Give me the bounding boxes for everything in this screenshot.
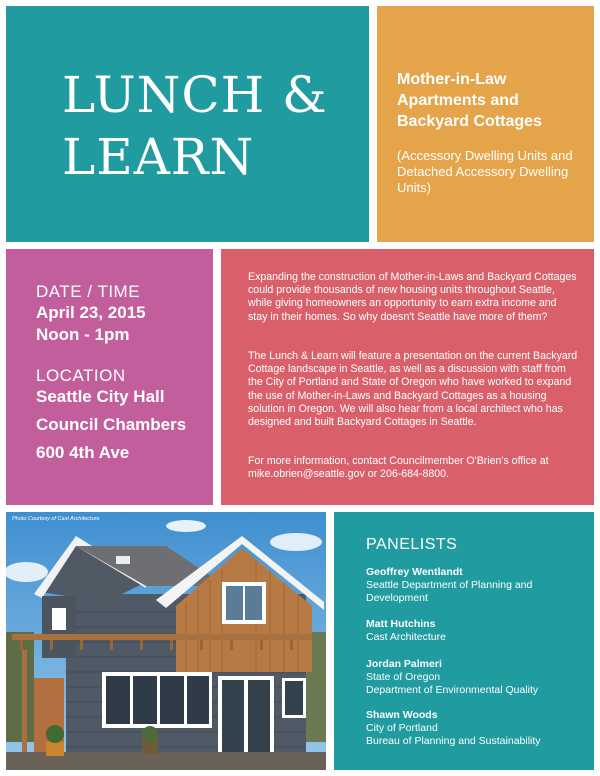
- description-paragraph-2: The Lunch & Learn will feature a presentation on the current Backyard Cottage landscape in Seattle, as well as a discussion with staff from the City of Portland and State of Oregon who have worked to expand the use of Mother-in-Laws and Backyard Cottages as a housing solution in Oregon. We will also hear from a local architect who has designed and built Backyard Cottages in Seattle.: [248, 350, 578, 429]
- location-line-1: Seattle City Hall: [36, 387, 165, 406]
- panelists-title: PANELISTS: [366, 536, 458, 553]
- panelist-org: Development: [366, 592, 428, 604]
- title-line-2: LEARN: [62, 128, 255, 186]
- location-line-3: 600 4th Ave: [36, 443, 130, 462]
- cloud: [6, 562, 48, 582]
- cloud: [270, 533, 322, 551]
- panelist-org: City of Portland: [366, 722, 438, 734]
- house-photo: [6, 512, 326, 770]
- lower-window-pane: [106, 676, 130, 724]
- panelist-org: Bureau of Planning and Sustainability: [366, 735, 541, 747]
- event-title: [62, 64, 362, 188]
- event-date: April 23, 2015: [36, 303, 146, 322]
- panelist-name: Jordan Palmeri: [366, 658, 442, 670]
- location-label: LOCATION: [36, 366, 126, 385]
- panelist-org: State of Oregon: [366, 671, 441, 683]
- panelist: [366, 658, 588, 697]
- panelist: [366, 618, 588, 644]
- pergola-beam: [12, 634, 312, 640]
- title-panel: [6, 6, 369, 242]
- cloud: [166, 520, 206, 532]
- upper-window-pane: [226, 586, 243, 620]
- panelist-name: Shawn Woods: [366, 709, 438, 721]
- side-window-pane: [285, 681, 303, 715]
- date-label: DATE / TIME: [36, 282, 141, 301]
- title-line-1: LUNCH &: [62, 66, 328, 124]
- lower-window-pane: [187, 676, 209, 724]
- panelist: [366, 709, 588, 748]
- subject-heading: Mother-in-Law Apartments and Backyard Cottages: [397, 71, 542, 130]
- panelists-panel: [334, 512, 594, 770]
- left-window: [52, 608, 66, 630]
- skylight: [116, 556, 130, 564]
- french-door: [222, 680, 244, 754]
- panelist-org: Seattle Department of Planning and: [366, 579, 533, 591]
- panelist-name: Geoffrey Wentlandt: [366, 566, 463, 578]
- photo-credit: Photo Courtesy of Cast Architecture: [12, 516, 100, 522]
- subject-subheading: (Accessory Dwelling Units and Detached Accessory Dwelling Units): [397, 148, 573, 195]
- description-paragraph-1: Expanding the construction of Mother-in-Laws and Backyard Cottages could provide thousands of new housing units throughout Seattle, while giving homeowners an opportunity to earn extra income and stay in their homes. So why doesn't Seattle have more of them?: [248, 271, 577, 323]
- plant: [46, 725, 64, 743]
- upper-window-pane: [245, 586, 262, 620]
- description-paragraph-3: For more information, contact Councilmember O'Brien's office at mike.obrien@seattle.gov or 206-684-8800.: [248, 455, 549, 481]
- pergola-post: [22, 650, 27, 754]
- planter: [46, 742, 64, 756]
- lower-window-pane: [160, 676, 184, 724]
- panelist-name: Matt Hutchins: [366, 618, 436, 630]
- house-illustration: [6, 512, 326, 770]
- subject-panel: [377, 6, 594, 242]
- lower-window-pane: [133, 676, 157, 724]
- panelist-org: Cast Architecture: [366, 631, 446, 643]
- panelist: [366, 566, 588, 605]
- description-panel: [221, 249, 594, 505]
- location-line-2: Council Chambers: [36, 415, 187, 434]
- event-time: Noon - 1pm: [36, 325, 130, 344]
- french-door: [248, 680, 270, 754]
- event-info-panel: [6, 249, 213, 505]
- plant: [142, 726, 158, 742]
- panelist-org: Department of Environmental Quality: [366, 684, 539, 696]
